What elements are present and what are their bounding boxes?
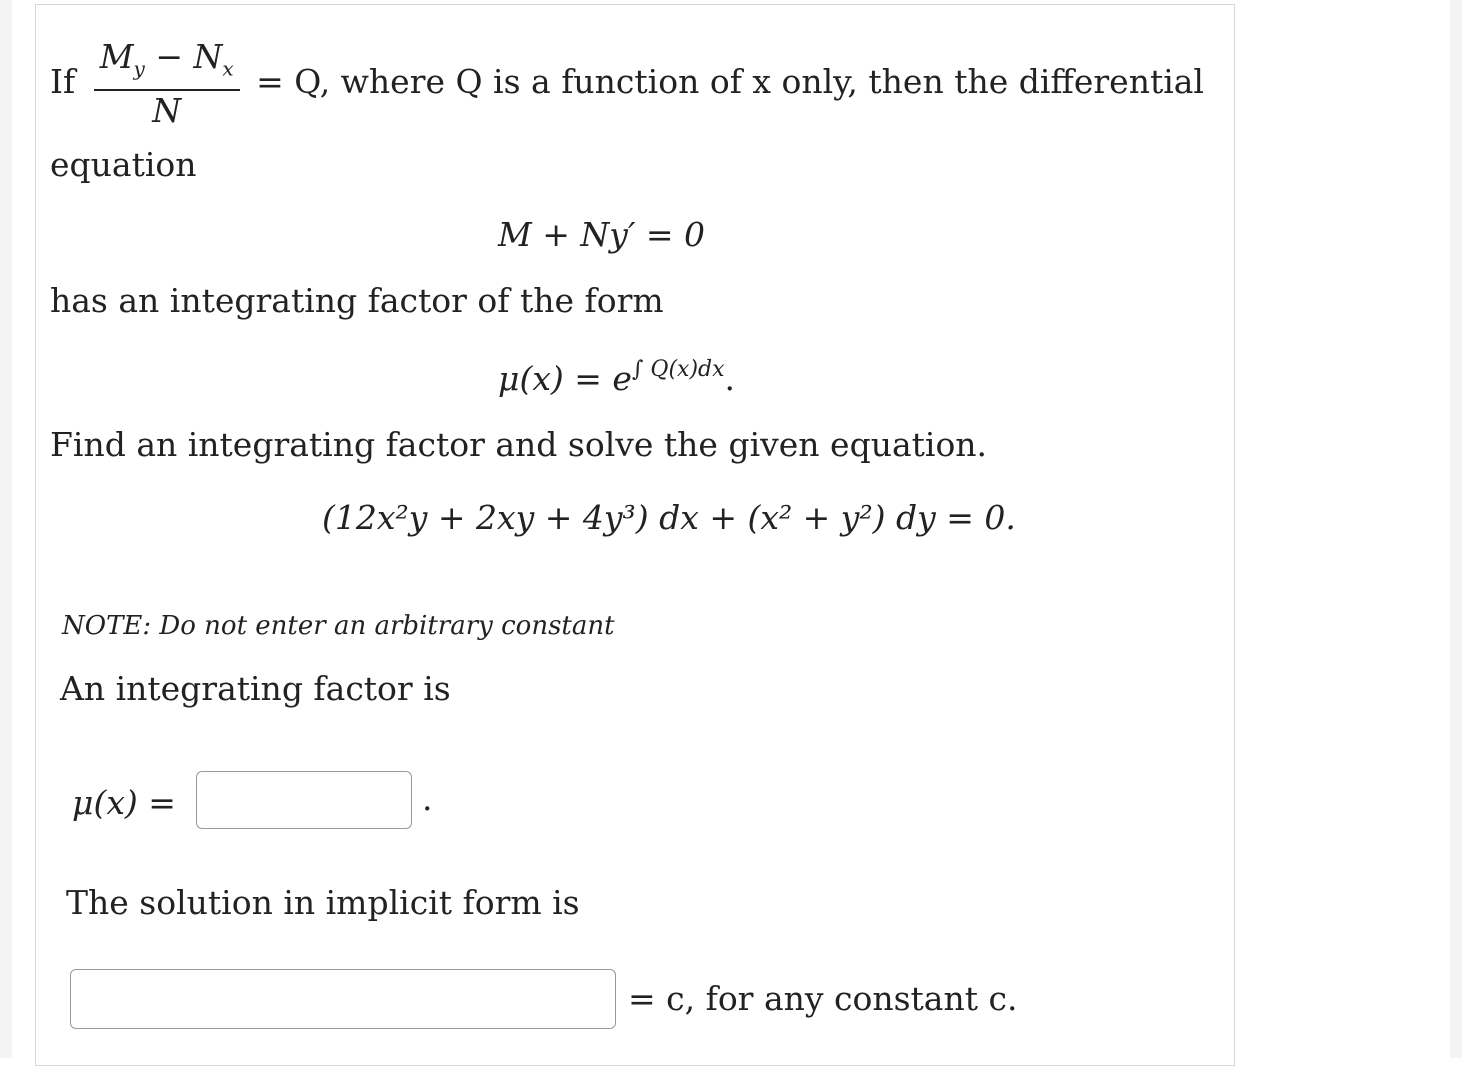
factor-prompt: An integrating factor is <box>60 669 451 708</box>
condition-tail: = Q, where Q is a function of x only, then the differential <box>256 61 1204 101</box>
display-equation-1: M + Ny′ = 0 <box>498 215 706 254</box>
eq2-lhs: μ(x) = e <box>498 359 632 398</box>
has-factor-text: has an integrating factor of the form <box>50 281 664 320</box>
given-equation: (12x²y + 2xy + 4y³) dx + (x² + y²) dy = 0. <box>322 498 1016 537</box>
solution-prompt: The solution in implicit form is <box>66 883 580 922</box>
equation-word: equation <box>50 145 197 184</box>
display-equation-2 <box>498 357 735 398</box>
integrating-factor-input[interactable] <box>196 771 412 829</box>
note-text: NOTE: Do not enter an arbitrary constant <box>62 611 615 641</box>
if-label: If <box>50 61 76 101</box>
problem-panel <box>35 4 1235 1066</box>
find-instruction: Find an integrating factor and solve the given equation. <box>50 425 988 464</box>
ratio-denominator: N <box>152 90 182 130</box>
left-margin <box>0 0 12 1058</box>
eq2-exponent: ∫ Q(x)dx <box>631 357 725 382</box>
right-scroll-gutter <box>1450 0 1462 1058</box>
intro-condition-line <box>50 37 1204 131</box>
ratio-numerator: $M_y - N_x$ <box>94 37 240 91</box>
factor-lhs: μ(x) = <box>72 783 176 822</box>
implicit-solution-input[interactable] <box>70 969 616 1029</box>
solution-tail: = c, for any constant c. <box>628 979 1018 1018</box>
eq2-period: . <box>724 359 736 398</box>
factor-period: . <box>422 779 433 818</box>
ratio-fraction <box>94 37 240 131</box>
